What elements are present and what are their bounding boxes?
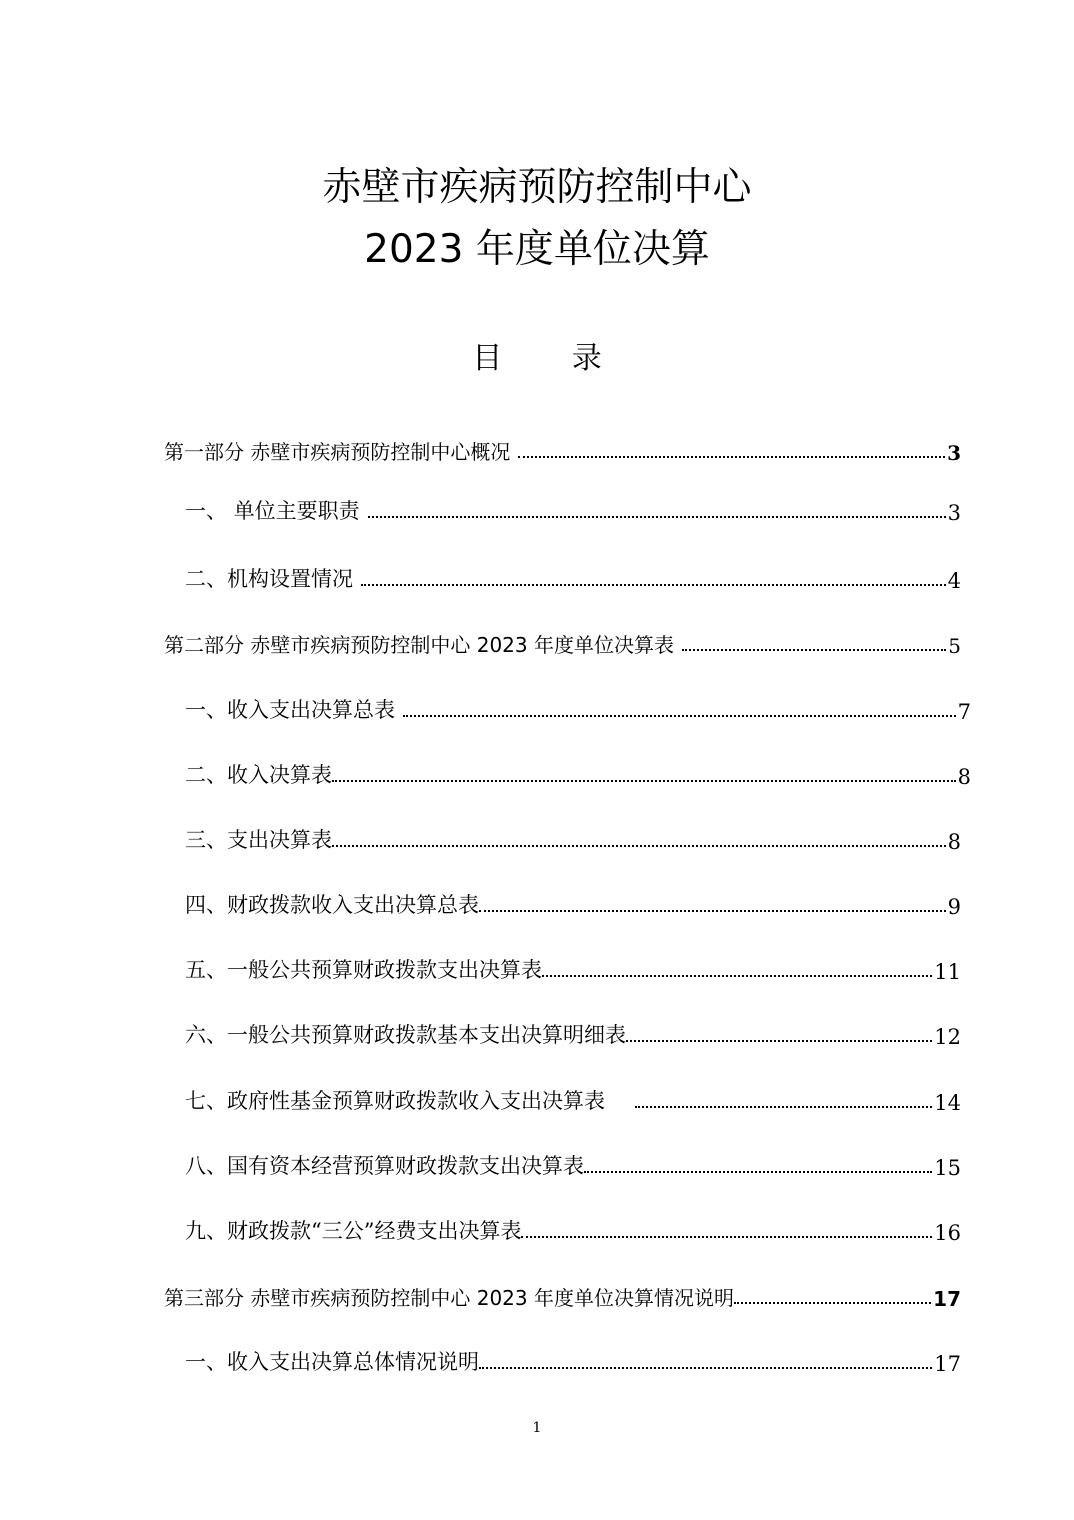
toc-entry[interactable] (185, 1080, 961, 1120)
toc-entry-page: 11 (934, 960, 961, 984)
toc-heading: 目 录 (472, 341, 632, 376)
toc-entry-page: 17 (933, 1287, 961, 1311)
toc-entry-page: 5 (948, 634, 961, 658)
toc-entry-label: 二、机构设置情况 (185, 567, 353, 591)
toc-dot-leader (626, 1040, 932, 1042)
toc-entry-label: 一、 单位主要职责 (185, 499, 360, 523)
document-subtitle: 2023 年度单位决算 (364, 227, 710, 272)
toc-entry-page: 8 (957, 765, 971, 789)
toc-entry[interactable] (185, 689, 971, 729)
toc-entry-page: 12 (934, 1025, 961, 1049)
toc-entry-part-1[interactable] (164, 430, 961, 470)
toc-entry-label: 九、财政拨款“三公”经费支出决算表 (185, 1219, 522, 1243)
toc-entry-page: 15 (934, 1156, 961, 1180)
toc-dot-leader (635, 1106, 932, 1108)
toc-entry-label: 三、支出决算表 (185, 828, 332, 852)
toc-entry-page: 3 (947, 441, 961, 465)
toc-entry-page: 14 (934, 1091, 961, 1115)
toc-dot-leader (332, 845, 946, 847)
toc-dot-leader (479, 910, 946, 912)
toc-entry-label: 六、一般公共预算财政拨款基本支出决算明细表 (185, 1023, 626, 1047)
toc-entry[interactable] (185, 490, 961, 530)
toc-entry-label: 一、收入支出决算总体情况说明 (185, 1350, 479, 1374)
toc-dot-leader (734, 1302, 931, 1304)
toc-entry-label: 第二部分 赤壁市疾病预防控制中心 2023 年度单位决算表 (164, 633, 674, 657)
toc-dot-leader (584, 1171, 932, 1173)
document-title: 赤壁市疾病预防控制中心 (322, 165, 752, 210)
toc-entry-part-3[interactable] (164, 1276, 961, 1316)
toc-dot-leader (479, 1367, 932, 1369)
toc-dot-leader (403, 715, 956, 717)
toc-entry-label: 第一部分 赤壁市疾病预防控制中心概况 (164, 440, 511, 464)
toc-entry[interactable] (185, 1014, 961, 1054)
toc-entry-label: 八、国有资本经营预算财政拨款支出决算表 (185, 1154, 584, 1178)
toc-entry-page: 16 (934, 1221, 961, 1245)
toc-entry-page: 3 (947, 501, 961, 525)
toc-entry-label: 一、收入支出决算总表 (185, 698, 395, 722)
page-number: 1 (532, 1420, 542, 1436)
toc-entry[interactable] (185, 949, 961, 989)
toc-entry[interactable] (185, 819, 961, 859)
toc-entry-page: 7 (957, 700, 971, 724)
toc-entry[interactable] (185, 1341, 961, 1381)
toc-entry[interactable] (185, 1145, 961, 1185)
toc-dot-leader (682, 649, 946, 651)
toc-entry-part-2[interactable] (164, 623, 961, 663)
toc-dot-leader (521, 1236, 932, 1238)
toc-dot-leader (542, 975, 932, 977)
toc-entry[interactable] (185, 1210, 961, 1250)
toc-dot-leader (332, 780, 956, 782)
toc-entry[interactable] (185, 884, 961, 924)
toc-entry-page: 8 (947, 830, 961, 854)
toc-dot-leader (518, 456, 945, 458)
toc-entry-label: 第三部分 赤壁市疾病预防控制中心 2023 年度单位决算情况说明 (164, 1286, 734, 1310)
toc-entry-label: 四、财政拨款收入支出决算总表 (185, 893, 479, 917)
toc-entry-page: 17 (934, 1352, 961, 1376)
toc-entry[interactable] (185, 558, 961, 598)
toc-entry-label: 二、收入决算表 (185, 763, 332, 787)
toc-dot-leader (361, 584, 946, 586)
toc-entry[interactable] (185, 754, 971, 794)
toc-entry-label: 五、一般公共预算财政拨款支出决算表 (185, 958, 542, 982)
toc-entry-label: 七、政府性基金预算财政拨款收入支出决算表 (185, 1089, 605, 1113)
toc-entry-page: 4 (947, 569, 961, 593)
toc-entry-page: 9 (947, 895, 961, 919)
toc-dot-leader (368, 516, 946, 518)
